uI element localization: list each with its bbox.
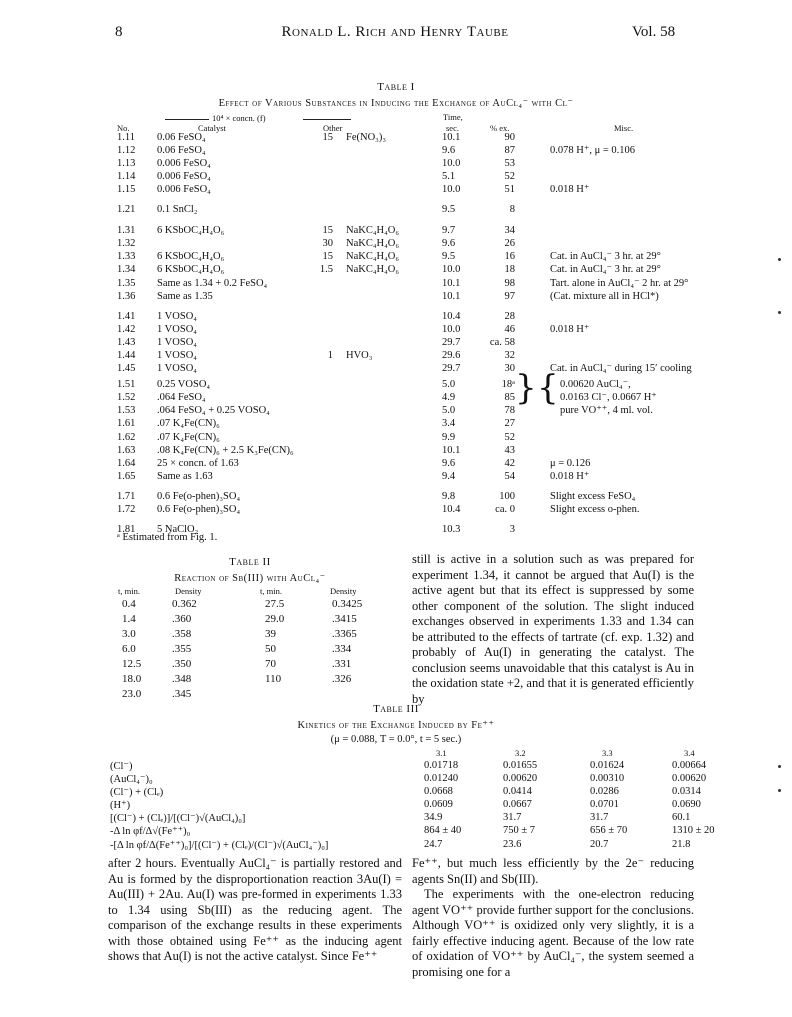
row-number: 1.71 (117, 491, 136, 502)
table2-cell: .358 (172, 628, 192, 640)
catalyst-cell: 6 KSbOC₄H₄O₆ (157, 251, 225, 262)
percent-exchange-cell: 98 (504, 278, 515, 289)
brace-left: { (537, 368, 559, 408)
time-cell: 9.8 (442, 491, 456, 502)
other-cell: NaKC₄H₄O₆ (346, 238, 399, 249)
catalyst-cell: 1 VOSO₄ (157, 311, 197, 322)
misc-cell: pure VO⁺⁺, 4 ml. vol. (560, 405, 653, 416)
catalyst-cell: 0.25 VOSO₄ (157, 379, 211, 390)
table2-cell: 0.362 (172, 598, 197, 610)
row-number: 1.51 (117, 379, 136, 390)
misc-cell: 0.078 H⁺, μ = 0.106 (550, 145, 636, 156)
table3-cell: 34.9 (424, 812, 443, 823)
time-cell: 3.4 (442, 418, 456, 429)
time-cell: 10.3 (442, 524, 461, 535)
time-cell: 5.0 (442, 379, 456, 390)
percent-exchange-cell: 34 (504, 225, 515, 236)
time-cell: 10.1 (442, 291, 461, 302)
row-number: 1.44 (117, 350, 136, 361)
table3-cell: 0.0667 (503, 799, 532, 810)
row-number: 1.36 (117, 291, 136, 302)
table3-cell: 0.01240 (424, 773, 459, 784)
percent-exchange-cell: 28 (504, 311, 515, 322)
time-cell: 10.1 (442, 278, 461, 289)
catalyst-cell: 6 KSbOC₄H₄O₆ (157, 264, 225, 275)
time-cell: 10.0 (442, 324, 461, 335)
percent-exchange-cell: 46 (504, 324, 515, 335)
time-cell: 29.7 (442, 337, 461, 348)
catalyst-cell: 0.6 Fe(o-phen)₃SO₄ (157, 504, 241, 515)
percent-exchange-cell: ca. 58 (489, 337, 515, 348)
time-cell: 9.5 (442, 204, 456, 215)
table3-row-label: (Cl⁻) (110, 761, 133, 772)
table3-cell: 23.6 (503, 839, 522, 850)
table2-cell: .350 (172, 658, 192, 670)
catalyst-cell: 0.06 FeSO₄ (157, 145, 206, 156)
percent-exchange-cell: 78 (504, 405, 515, 416)
other-cell: HVO₃ (346, 350, 373, 361)
table3-col-head: 3.4 (684, 748, 695, 758)
table3-title: Kinetics of the Exchange Induced by Fe⁺⁺ (297, 720, 495, 731)
table3-cell: 750 ± 7 (503, 825, 536, 836)
catalyst-cell: Same as 1.34 + 0.2 FeSO₄ (157, 278, 268, 289)
table3-cell: 24.7 (424, 839, 443, 850)
percent-exchange-cell: 42 (504, 458, 515, 469)
misc-cell: 0.018 H⁺ (550, 471, 590, 482)
table3-row-label: [(Cl⁻) + (Clₑ)]/[(Cl⁻)√(AuCl₄)₀] (110, 813, 246, 824)
col-other: Other (323, 123, 343, 133)
table2-cell: .3365 (332, 628, 357, 640)
catalyst-cell: 1 VOSO₄ (157, 363, 197, 374)
time-cell: 9.4 (442, 471, 456, 482)
percent-exchange-cell: 52 (504, 432, 515, 443)
table3-cell: 0.00620 (503, 773, 538, 784)
catalyst-cell: .064 FeSO₄ + 0.25 VOSO₄ (157, 405, 270, 416)
table2-cell: .355 (172, 643, 192, 655)
table3-row-label: -Δ ln φf/Δ√(Fe⁺⁺)₀ (110, 826, 191, 837)
time-cell: 9.6 (442, 238, 456, 249)
table2-header-cell: t, min. (260, 586, 282, 596)
table2-cell: 50 (265, 643, 276, 655)
margin-dot (778, 789, 781, 792)
table2-cell: .334 (332, 643, 352, 655)
time-cell: 10.0 (442, 264, 461, 275)
table3-cell: 0.0690 (672, 799, 701, 810)
percent-exchange-cell: 43 (504, 445, 515, 456)
row-number: 1.43 (117, 337, 136, 348)
percent-exchange-cell: 16 (504, 251, 515, 262)
misc-cell: 0.00620 AuCl₄⁻, (560, 379, 631, 390)
catalyst-cell: Same as 1.63 (157, 471, 213, 482)
catalyst-cell: .07 K₄Fe(CN)₆ (157, 432, 220, 443)
misc-cell: Cat. in AuCl₄⁻ during 15′ cooling (550, 363, 692, 374)
table2-header-cell: t, min. (118, 586, 140, 596)
table3-col-head: 3.3 (602, 748, 613, 758)
table2-header-cell: Density (175, 586, 202, 596)
table3-row-label: -[Δ ln φf/Δ(Fe⁺⁺)₀]/[(Cl⁻) + (Clₑ)/(Cl⁻)√(AuCl₄⁻)₀] (110, 840, 329, 851)
row-number: 1.12 (117, 145, 136, 156)
percent-exchange-cell: 27 (504, 418, 515, 429)
table3-cell: 20.7 (590, 839, 609, 850)
time-cell: 4.9 (442, 392, 456, 403)
col-catalyst: Catalyst (198, 123, 226, 133)
percent-exchange-cell: 100 (499, 491, 515, 502)
table2-cell: .360 (172, 613, 192, 625)
table3-cell: 864 ± 40 (424, 825, 462, 836)
misc-cell: Cat. in AuCl₄⁻ 3 hr. at 29° (550, 264, 661, 275)
time-cell: 10.1 (442, 132, 461, 143)
row-number: 1.41 (117, 311, 136, 322)
table3-cell: 0.0701 (590, 799, 619, 810)
catalyst-cell: 1 VOSO₄ (157, 350, 197, 361)
catalyst-cell: 0.006 FeSO₄ (157, 184, 211, 195)
table3-label: Table III (373, 703, 419, 715)
percent-exchange-cell: 87 (504, 145, 515, 156)
other-amount-cell: 15 (322, 251, 333, 262)
table2-cell: 3.0 (122, 628, 136, 640)
row-number: 1.42 (117, 324, 136, 335)
table3-row (0, 825, 792, 838)
percent-exchange-cell: 54 (504, 471, 515, 482)
table3-cell: 0.00664 (672, 760, 707, 771)
table3-col-head: 3.1 (436, 748, 447, 758)
table2-cell: 0.3425 (332, 598, 363, 610)
table2-cell: .326 (332, 673, 352, 685)
bottom-left-paragraph: after 2 hours. Eventually AuCl₄⁻ is partially restored and Au is formed by the disproportionation reaction 3Au(I) = Au(III) + 2Au. Au(I) was pre-formed in experiments 1.33 to 1.34 using Sb(III) as the reducing agent. The comparison of the exchange results in these experiments with those obtained using Fe⁺⁺ as the inducing agent shows that Au(I) is not the active catalyst. Since Fe⁺⁺ (108, 856, 402, 963)
row-number: 1.14 (117, 171, 136, 182)
table3-row (0, 760, 792, 773)
catalyst-cell: .08 K₄Fe(CN)₆ + 2.5 K₃Fe(CN)₆ (157, 445, 294, 456)
percent-exchange-cell: ca. 0 (495, 504, 515, 515)
catalyst-cell: 0.006 FeSO₄ (157, 171, 211, 182)
table2-cell: .3415 (332, 613, 357, 625)
catalyst-cell: 0.06 FeSO₄ (157, 132, 206, 143)
time-cell: 10.0 (442, 184, 461, 195)
brace-right: } (515, 368, 537, 408)
table2-cell: 29.0 (265, 613, 285, 625)
table3-cell: 0.0314 (672, 786, 701, 797)
table1-label: Table I (377, 81, 415, 93)
table3-row (0, 839, 792, 852)
table2-header-cell: Density (330, 586, 357, 596)
row-number: 1.63 (117, 445, 136, 456)
time-cell: 9.9 (442, 432, 456, 443)
percent-exchange-cell: 53 (504, 158, 515, 169)
other-amount-cell: 1 (327, 350, 333, 361)
catalyst-cell: 0.6 Fe(o-phen)₃SO₄ (157, 491, 241, 502)
table3-row-label: (AuCl₄⁻)₀ (110, 774, 153, 785)
percent-exchange-cell: 18ᵃ (501, 379, 515, 390)
time-cell: 10.0 (442, 158, 461, 169)
misc-cell: Tart. alone in AuCl₄⁻ 2 hr. at 29° (550, 278, 689, 289)
misc-cell: 0.018 H⁺ (550, 184, 590, 195)
other-cell: Fe(NO₃)₃ (346, 132, 386, 143)
catalyst-cell: 5 NaClO₂ (157, 524, 199, 535)
catalyst-cell: 0.1 SnCl₂ (157, 204, 198, 215)
row-number: 1.53 (117, 405, 136, 416)
table3-row (0, 799, 792, 812)
table3-row-label: (H⁺) (110, 800, 131, 811)
table2-cell: 18.0 (122, 673, 142, 685)
table3-cell: 31.7 (503, 812, 522, 823)
misc-cell: Slight excess FeSO₄ (550, 491, 636, 502)
time-header: Time, (443, 112, 463, 122)
table2-cell: 12.5 (122, 658, 142, 670)
percent-exchange-cell: 85 (504, 392, 515, 403)
table1-footnote: ᵃ Estimated from Fig. 1. (117, 532, 218, 543)
table3-cell: 1310 ± 20 (672, 825, 715, 836)
percent-exchange-cell: 3 (509, 524, 515, 535)
time-cell: 9.6 (442, 145, 456, 156)
table3-row-label: (Cl⁻) + (Clₑ) (110, 787, 164, 798)
time-cell: 9.6 (442, 458, 456, 469)
table2-cell: 0.4 (122, 598, 136, 610)
table3-cell: 0.01655 (503, 760, 538, 771)
table3-cell: 0.0286 (590, 786, 619, 797)
time-cell: 10.4 (442, 311, 461, 322)
catalyst-cell: 25 × concn. of 1.63 (157, 458, 239, 469)
table2-cell: 6.0 (122, 643, 136, 655)
table3-cell: 21.8 (672, 839, 691, 850)
row-number: 1.45 (117, 363, 136, 374)
misc-cell: 0.018 H⁺ (550, 324, 590, 335)
percent-exchange-cell: 51 (504, 184, 515, 195)
time-cell: 10.4 (442, 504, 461, 515)
time-cell: 29.7 (442, 363, 461, 374)
time-cell: 10.1 (442, 445, 461, 456)
misc-cell: Cat. in AuCl₄⁻ 3 hr. at 29° (550, 251, 661, 262)
time-cell: 9.7 (442, 225, 456, 236)
row-number: 1.15 (117, 184, 136, 195)
margin-dot (778, 258, 781, 261)
table2-cell: .345 (172, 688, 192, 700)
running-head-authors: Ronald L. Rich and Henry Taube (281, 24, 509, 40)
other-amount-cell: 30 (322, 238, 333, 249)
percent-exchange-cell: 26 (504, 238, 515, 249)
time-cell: 29.6 (442, 350, 461, 361)
table3-cell: 0.00620 (672, 773, 707, 784)
table2-cell: 1.4 (122, 613, 136, 625)
time-cell: 5.1 (442, 171, 456, 182)
catalyst-cell: .07 K₄Fe(CN)₆ (157, 418, 220, 429)
row-number: 1.81 (117, 524, 136, 535)
time-cell: 9.5 (442, 251, 456, 262)
table2-cell: 110 (265, 673, 282, 685)
row-number: 1.72 (117, 504, 136, 515)
percent-exchange-cell: 90 (504, 132, 515, 143)
table2-cell: .348 (172, 673, 192, 685)
col-misc: Misc. (614, 123, 634, 133)
right-paragraph-1: still is active in a solution such as was prepared for experiment 1.34, it cannot be argued that Au(I) is the active agent but that its effect is suppressed by some other component of the solution. The slight induced exchanges observed in experiments 1.33 and 1.34 can be attributed to the effects of tartrate (cf. exp. 1.32) and probably of Au(I) in generating the catalyst. The conclusion seems unavoidable that this catalyst is Au in the oxidation state +2, and that it is generated efficiently by (412, 552, 694, 706)
table2-cell: 23.0 (122, 688, 142, 700)
row-number: 1.64 (117, 458, 136, 469)
table3-row (0, 812, 792, 825)
catalyst-cell: 6 KSbOC₄H₄O₆ (157, 225, 225, 236)
table2-cell: 70 (265, 658, 276, 670)
other-cell: NaKC₄H₄O₆ (346, 264, 399, 275)
percent-exchange-cell: 8 (509, 204, 515, 215)
table2-title: Reaction of Sb(III) with AuCl₄⁻ (174, 573, 326, 584)
row-number: 1.11 (117, 132, 135, 143)
percent-exchange-cell: 97 (504, 291, 515, 302)
table3-cell: 0.01624 (590, 760, 625, 771)
table3-cell: 0.0414 (503, 786, 532, 797)
table3-cell: 0.0609 (424, 799, 453, 810)
col-ex: % ex. (490, 123, 510, 133)
row-number: 1.21 (117, 204, 136, 215)
row-number: 1.34 (117, 264, 136, 275)
row-number: 1.32 (117, 238, 136, 249)
catalyst-cell: 1 VOSO₄ (157, 324, 197, 335)
row-number: 1.62 (117, 432, 136, 443)
other-cell: NaKC₄H₄O₆ (346, 251, 399, 262)
col-time-unit: sec. (446, 123, 459, 133)
table3-cell: 60.1 (672, 812, 691, 823)
misc-cell: Slight excess o-phen. (550, 504, 640, 515)
row-number: 1.65 (117, 471, 136, 482)
row-number: 1.61 (117, 418, 136, 429)
percent-exchange-cell: 30 (504, 363, 515, 374)
table3-row (0, 773, 792, 786)
catalyst-cell: Same as 1.35 (157, 291, 213, 302)
catalyst-cell: 1 VOSO₄ (157, 337, 197, 348)
table3-cell: 0.00310 (590, 773, 625, 784)
catalyst-cell: .064 FeSO₄ (157, 392, 206, 403)
misc-cell: (Cat. mixture all in HCl*) (550, 291, 659, 302)
table2-cell: 27.5 (265, 598, 285, 610)
row-number: 1.31 (117, 225, 136, 236)
percent-exchange-cell: 52 (504, 171, 515, 182)
catalyst-cell: 0.006 FeSO₄ (157, 158, 211, 169)
other-amount-cell: 15 (322, 132, 333, 143)
table3-cell: 0.0668 (424, 786, 453, 797)
table3-row (0, 786, 792, 799)
misc-cell: μ = 0.126 (550, 458, 591, 469)
row-number: 1.33 (117, 251, 136, 262)
page-number: 8 (115, 24, 123, 40)
percent-exchange-cell: 18 (504, 264, 515, 275)
percent-exchange-cell: 32 (504, 350, 515, 361)
row-number: 1.52 (117, 392, 136, 403)
table1-title: Effect of Various Substances in Inducing the Exchange of AuCl₄⁻ with Cl⁻ (218, 98, 574, 109)
misc-cell: 0.0163 Cl⁻, 0.0667 H⁺ (560, 392, 657, 403)
col-no: No. (117, 123, 130, 133)
other-amount-cell: 1.5 (319, 264, 333, 275)
time-cell: 5.0 (442, 405, 456, 416)
table2-label: Table II (229, 556, 271, 568)
margin-dot (778, 311, 781, 314)
table3-col-head: 3.2 (515, 748, 526, 758)
row-number: 1.13 (117, 158, 136, 169)
margin-dot (778, 765, 781, 768)
bottom-right-paragraphs: Fe⁺⁺, but much less efficiently by the 2e⁻ reducing agents Sn(II) and Sb(III). The experiments with the one-electron reducing agent VO⁺⁺ provide further support for the conclusions. Although VO⁺⁺ is oxidized only very slightly, it is a fairly effective inducing agent. Because of the low rate of oxidation of VO⁺⁺ by AuCl₄⁻, the system seemed a promising one for a (412, 856, 694, 979)
table3-cell: 31.7 (590, 812, 609, 823)
table3-conditions: (μ = 0.088, T = 0.0°, t = 5 sec.) (330, 734, 462, 745)
volume-label: Vol. 58 (632, 24, 676, 40)
other-amount-cell: 15 (322, 225, 333, 236)
row-number: 1.35 (117, 278, 136, 289)
table2-cell: .331 (332, 658, 352, 670)
other-cell: NaKC₄H₄O₆ (346, 225, 399, 236)
table3-cell: 0.01718 (424, 760, 459, 771)
table2-cell: 39 (265, 628, 276, 640)
table3-cell: 656 ± 70 (590, 825, 628, 836)
